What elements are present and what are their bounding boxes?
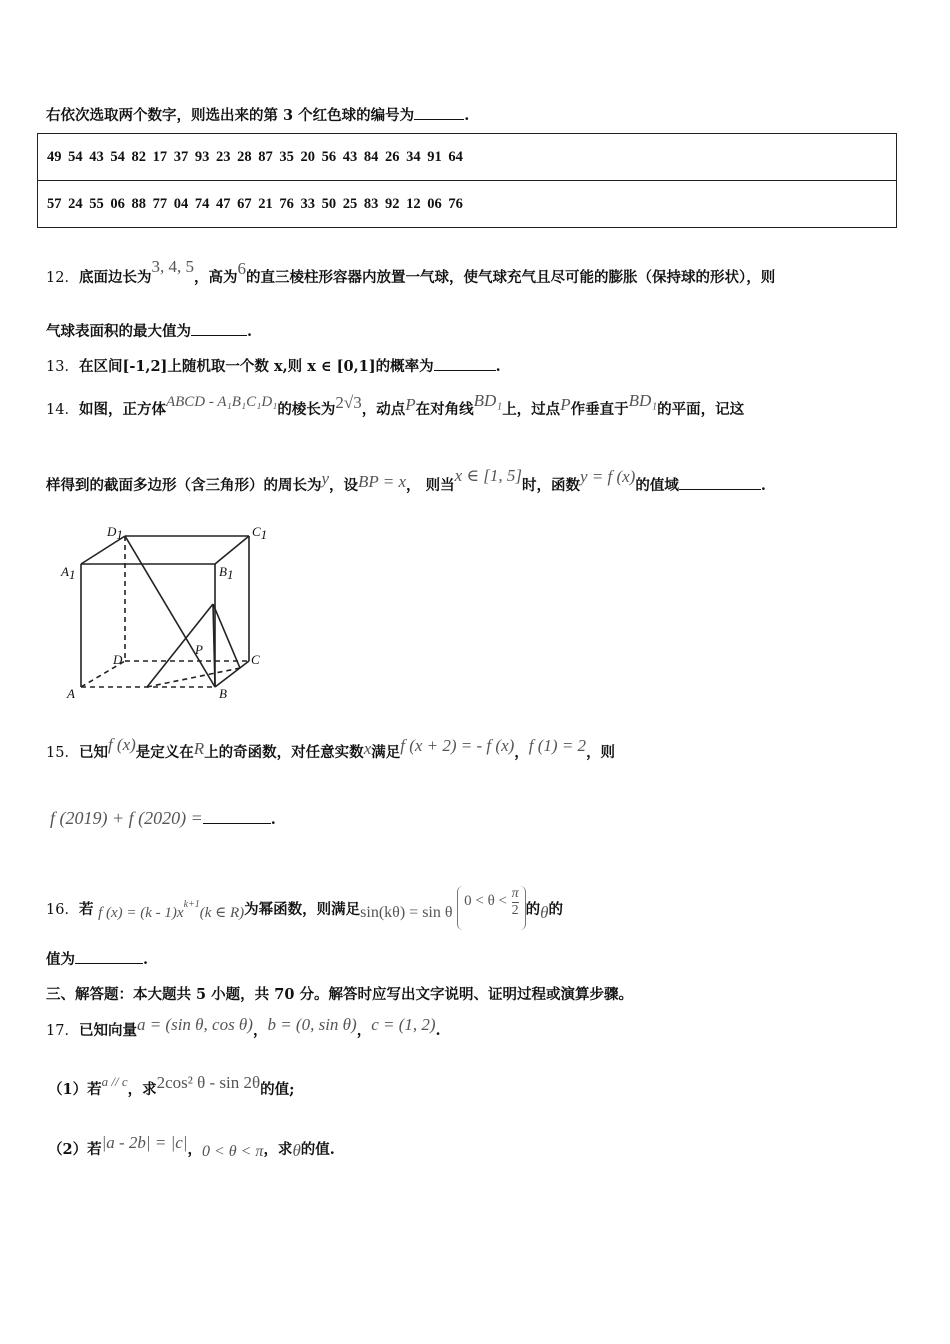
q11-text (46, 104, 469, 125)
q16-text: 若 (78, 901, 94, 918)
q15-expr: f (2019) + f (2020) = (50, 808, 203, 828)
q14-point: P (560, 395, 571, 414)
section-edge (213, 604, 240, 668)
q14-y: y (321, 469, 330, 488)
table-row (38, 134, 897, 181)
q12-number: 12． (46, 270, 79, 286)
q15-number: 15． (46, 745, 79, 761)
q14-edge: 2√3 (335, 393, 362, 412)
q15-line2 (50, 808, 276, 829)
table-cell: 57 24 55 06 88 77 04 74 47 67 21 76 33 50 25 83 92 12 06 76 (38, 181, 897, 228)
q17-text: ， (356, 1022, 372, 1039)
answer-blank (414, 105, 464, 120)
q16-theta: θ (540, 903, 549, 922)
q17-vector-b: b = (0, sin θ) (267, 1015, 357, 1034)
q16-expr: f (x) = (k - 1)x (98, 905, 184, 921)
q13-number: 13． (46, 359, 79, 375)
q16-cond: (k ∈ R) (199, 905, 245, 921)
q14-function: y = f (x) (579, 467, 636, 486)
q15-end: . (270, 811, 276, 828)
section-edge (147, 604, 213, 687)
q15-R: R (193, 739, 205, 758)
table-cell: 49 54 43 54 82 17 37 93 23 28 87 35 20 56 43 84 26 34 91 64 (38, 134, 897, 181)
q14-text: 在对角线 (415, 401, 474, 418)
q17-part2-range: 0 < θ < π (201, 1143, 264, 1160)
answer-blank (191, 321, 247, 336)
q16-range (457, 886, 525, 930)
q17-part2 (48, 1133, 335, 1160)
q12-text: 的直三棱柱形容器内放置一气球，使气球充气且尽可能的膨胀（保持球的形状），则 (245, 269, 776, 286)
label-P: P (195, 642, 203, 657)
q14-text: 如图，正方体 (78, 401, 166, 418)
q16-text: 为幂函数，则满足 (244, 901, 361, 918)
q16-end: . (143, 951, 149, 968)
q13-end: . (495, 358, 501, 375)
q14-number: 14． (46, 402, 79, 418)
label-C1: C1 (252, 524, 268, 542)
q14-text: ， 则当 (406, 477, 455, 494)
section-heading: 三、解答题：本大题共 5 小题，共 70 分。解答时应写出文字说明、证明过程或演算步骤。 (46, 986, 633, 1003)
q14-text: 上，过点 (502, 401, 561, 418)
q16-line2 (46, 948, 148, 969)
q12-height: 6 (237, 259, 246, 278)
q17-text: ，求 (263, 1141, 293, 1158)
label-D1: D1 (107, 524, 123, 542)
q17-part1-cond: a // c (101, 1074, 128, 1089)
q15-text: 上的奇函数，对任意实数 (204, 744, 364, 761)
table-row (38, 181, 897, 228)
q15-fx: f (x) (107, 735, 136, 754)
label-B: B (219, 686, 227, 701)
q15-text: 已知 (78, 744, 108, 761)
q14-range: x ∈ [1, 5] (454, 466, 522, 485)
q14-text: 作垂直于 (570, 401, 629, 418)
q17-part1-label: （1）若 (48, 1081, 102, 1098)
q17-vector-a: a = (sin θ, cos θ) (136, 1015, 253, 1034)
q12-end: . (247, 323, 253, 340)
answer-blank (434, 356, 496, 371)
q17-text: ，求 (127, 1081, 157, 1098)
label-A: A (67, 686, 75, 701)
cube-figure (55, 518, 285, 708)
q16-exponent: k+1 (183, 899, 200, 910)
q12-sides: 3, 4, 5 (151, 257, 194, 276)
q16-pi: π (511, 886, 519, 901)
q14-diagonal: BD₁ (473, 391, 503, 410)
random-number-table (37, 133, 897, 228)
q17-text: ， (187, 1141, 202, 1158)
label-B1: B1 (219, 564, 234, 582)
q15-text: ，则 (586, 744, 616, 761)
q11-tail: 右依次选取两个数字，则选出来的第 3 个红色球的编号为 (46, 107, 415, 124)
q14-end: . (760, 477, 766, 494)
q17-part2-label: （2）若 (48, 1141, 102, 1158)
q14-point: P (405, 395, 416, 414)
diagonal-BD1 (125, 536, 215, 687)
q16-two: 2 (511, 903, 519, 918)
q17-end: . (435, 1022, 441, 1039)
edge-BC (215, 661, 249, 687)
q15-x: x (363, 739, 372, 758)
q15-eq2: f (1) = 2 (528, 736, 587, 755)
q17-part2-theta: θ (292, 1141, 301, 1160)
q16-line1 (46, 888, 563, 932)
label-C: C (251, 652, 260, 667)
q12-text: ，高为 (193, 269, 238, 286)
q16-text: 的 (525, 901, 541, 918)
q17-line1 (46, 1015, 441, 1040)
q17-text: 的值. (300, 1141, 335, 1158)
q14-text: 的值域 (635, 477, 679, 494)
q17-number: 17． (46, 1023, 79, 1039)
q14-diagonal: BD₁ (628, 391, 658, 410)
q14-text: 的棱长为 (277, 401, 336, 418)
q15-text: ， (514, 744, 529, 761)
q14-text: 的平面，记这 (657, 401, 745, 418)
q14-text: ，动点 (361, 401, 406, 418)
q14-bp: BP = x (358, 472, 407, 491)
q16-fraction (512, 886, 519, 919)
q16-range-text: 0 < θ < (464, 892, 507, 909)
answer-blank (75, 949, 143, 964)
q12-text: 气球表面积的最大值为 (46, 323, 191, 340)
q12-line1 (46, 257, 776, 287)
q12-line2 (46, 320, 252, 341)
section-edge-hidden (147, 668, 240, 687)
q17-part1-expr: 2cos² θ - sin 2θ (156, 1073, 261, 1092)
q14-line2 (46, 466, 766, 495)
q14-text: 样得到的截面多边形（含三角形）的周长为 (46, 477, 322, 494)
edge-B1C1 (215, 536, 249, 564)
q17-vector-c: c = (1, 2) (371, 1015, 436, 1034)
q17-text: 的值; (260, 1081, 295, 1098)
q15-line1 (46, 735, 616, 762)
answer-blank (679, 475, 761, 490)
q13-line (46, 355, 501, 376)
q17-part1 (48, 1073, 295, 1099)
q14-text: 时，函数 (521, 477, 580, 494)
answer-blank (203, 809, 271, 824)
label-A1: A1 (61, 564, 76, 582)
q15-text: 是定义在 (135, 744, 194, 761)
q16-eq: sin(kθ) = sin θ (360, 904, 453, 921)
q15-text: 满足 (371, 744, 401, 761)
q15-eq1: f (x + 2) = - f (x) (400, 736, 515, 755)
q14-text: ，设 (329, 477, 359, 494)
q17-text: ， (252, 1022, 268, 1039)
q16-text: 值为 (46, 951, 75, 968)
label-D: D (113, 652, 123, 667)
q13-text: 在区间[-1,2]上随机取一个数 x,则 x ∈ [0,1]的概率为 (78, 358, 434, 375)
q17-part2-cond: |a - 2b| = |c| (101, 1133, 188, 1152)
q16-text: 的 (548, 901, 563, 918)
q17-text: 已知向量 (78, 1022, 137, 1039)
q12-text: 底面边长为 (78, 269, 152, 286)
q16-number: 16． (46, 902, 79, 918)
q11-end: . (464, 107, 470, 124)
q14-cube-name: ABCD - A₁B₁C₁D₁ (165, 394, 278, 410)
q14-line1 (46, 391, 745, 419)
